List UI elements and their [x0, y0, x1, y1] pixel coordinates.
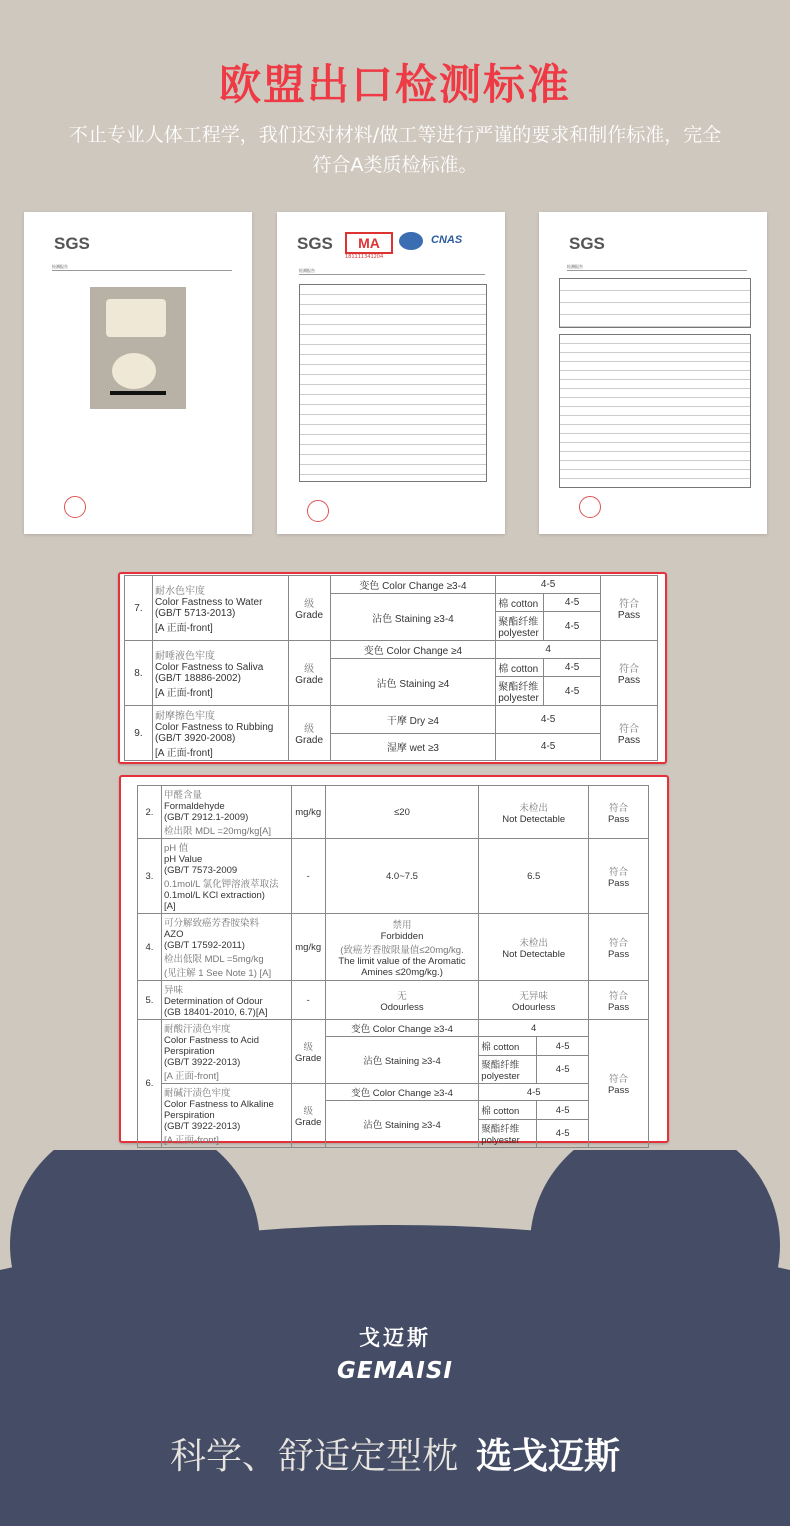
cell-text: Pass: [607, 877, 630, 889]
cell-text: Pass: [607, 813, 630, 825]
report-thumbnail-3: [539, 212, 767, 534]
report-label: 检测报告: [52, 264, 232, 271]
table-cell: [161, 914, 291, 981]
table-cell: 变色 Color Change ≥3-4: [330, 576, 496, 594]
cell-text: (GB/T 3922-2013): [163, 1057, 241, 1068]
cell-text: 耐唾液色牢度: [154, 651, 215, 662]
cell-text: (GB/T 7573-2009: [163, 865, 238, 876]
chemical-test-table: [119, 775, 669, 1146]
cell-text: 级: [304, 724, 315, 735]
table-cell: 4-5: [537, 1056, 589, 1084]
cell-text: [A 正面-front]: [163, 1071, 219, 1082]
cell-text: 符合: [609, 990, 629, 1002]
cell-text: 级: [304, 664, 315, 675]
table-cell: 3.: [138, 839, 162, 914]
cell-text: (GB/T 5713-2013): [154, 608, 236, 619]
table-cell: 4-5: [544, 594, 601, 612]
table-cell: [161, 1020, 291, 1084]
cell-text: 无异味: [519, 990, 548, 1002]
table-cell: 聚酯纤维 polyester: [479, 1056, 537, 1084]
cell-text: The limit value of the Aromatic: [338, 955, 466, 967]
cell-text: (致癌芳香胺限量值≤20mg/kg.: [340, 944, 464, 956]
cell-text: (GB/T 18886-2002): [154, 673, 241, 684]
table-cell: 8.: [125, 641, 153, 706]
table-cell: 9.: [125, 706, 153, 761]
sgs-logo: SGS: [54, 234, 90, 253]
table-cell: 棉 cotton: [496, 659, 544, 677]
cell-text: Pass: [607, 948, 630, 960]
cell-text: pH Value: [163, 854, 203, 865]
table-cell: [288, 576, 330, 641]
table-cell: 4: [479, 1020, 589, 1037]
cell-text: Not Detectable: [502, 948, 566, 960]
cell-text: Pass: [607, 1001, 630, 1013]
report-thumbnail-2: [277, 212, 505, 534]
cell-text: Pass: [617, 675, 641, 686]
ma-number: 181111341204: [345, 254, 384, 260]
table-cell: 2.: [138, 786, 162, 839]
cell-text: 异味: [163, 985, 183, 996]
table-cell: 沾色 Staining ≥4: [330, 659, 496, 706]
cell-text: 符合: [609, 1074, 629, 1085]
brand-name-zh: 戈迈斯: [359, 1326, 431, 1350]
table-cell: [479, 914, 589, 981]
brand-name-en: GEMAISI: [337, 1358, 453, 1384]
cell-text: Color Fastness to Acid: [163, 1035, 259, 1046]
cell-text: 符合: [619, 599, 640, 610]
slogan: 科学、舒适定型枕 选戈迈斯: [169, 1436, 621, 1477]
table-cell: 变色 Color Change ≥4: [330, 641, 496, 659]
cell-text: Forbidden: [380, 930, 424, 942]
cell-text: Color Fastness to Rubbing: [154, 722, 274, 733]
cell-text: Perspiration: [163, 1046, 215, 1057]
cell-text: (GB/T 2912.1-2009): [163, 812, 249, 823]
cell-text: Perspiration: [163, 1110, 215, 1121]
cell-text: Pass: [607, 1085, 630, 1096]
table-cell: 4.: [138, 914, 162, 981]
cell-text: Pass: [617, 735, 641, 746]
cell-text: 耐摩擦色牢度: [154, 711, 215, 722]
table-cell: 4-5: [537, 1120, 589, 1148]
table-cell: 4: [496, 641, 601, 659]
table-cell: 6.: [138, 1020, 162, 1148]
table-cell: 干摩 Dry ≥4: [330, 706, 496, 734]
table-cell: 棉 cotton: [479, 1037, 537, 1056]
cell-text: Color Fastness to Alkaline: [163, 1099, 274, 1110]
cell-text: [A]: [163, 901, 176, 912]
results-table-a: [559, 278, 751, 328]
cell-text: 0.1mol/L KCl extraction): [163, 890, 265, 901]
cell-text: 0.1mol/L 氯化钾溶液萃取法: [163, 879, 279, 890]
table-cell: [589, 981, 649, 1020]
cell-text: Grade: [294, 1053, 322, 1064]
cell-text: 禁用: [392, 919, 412, 931]
table-cell: [601, 576, 658, 641]
table-cell: [479, 981, 589, 1020]
cell-text: Pass: [617, 610, 641, 621]
table-cell: [288, 706, 330, 761]
table-cell: 变色 Color Change ≥3-4: [325, 1020, 479, 1037]
table-cell: [589, 914, 649, 981]
table-cell: 4-5: [496, 706, 601, 734]
cell-text: Grade: [295, 735, 324, 746]
cell-text: 符合: [609, 802, 629, 814]
table-cell: 聚酯纤维 polyester: [479, 1120, 537, 1148]
info-table: [299, 284, 487, 482]
table-cell: [589, 1020, 649, 1148]
table-cell: 棉 cotton: [479, 1101, 537, 1120]
cell-text: Determination of Odour: [163, 996, 263, 1007]
cell-text: MA: [358, 235, 380, 251]
table-cell: 4.0~7.5: [325, 839, 479, 914]
table-cell: [288, 641, 330, 706]
cell-text: Grade: [295, 610, 324, 621]
table-cell: [325, 981, 479, 1020]
cell-text: 符合: [619, 724, 640, 735]
cell-text: 耐碱汗渍色牢度: [163, 1088, 231, 1099]
page-subtitle: 不止专业人体工程学，我们还对材料/做工等进行严谨的要求和制作标准，完全符合A类质检标准。: [68, 124, 722, 176]
cell-text: Color Fastness to Water: [154, 597, 263, 608]
cell-text: 级: [304, 599, 315, 610]
table-cell: mg/kg: [291, 914, 325, 981]
table-cell: 4-5: [537, 1037, 589, 1056]
cell-text: 级: [303, 1042, 313, 1053]
table-cell: 沾色 Staining ≥3-4: [325, 1037, 479, 1084]
seal-stamp: [64, 496, 86, 518]
table-cell: mg/kg: [291, 786, 325, 839]
cell-text: (GB/T 17592-2011): [163, 940, 245, 951]
cell-text: (GB 18401-2010, 6.7)[A]: [163, 1007, 268, 1018]
table-cell: 沾色 Staining ≥3-4: [330, 594, 496, 641]
sgs-logo: SGS: [297, 234, 333, 253]
color-fastness-table: [118, 572, 667, 764]
cell-text: (GB/T 3922-2013): [163, 1121, 241, 1132]
cell-text: 耐酸汗渍色牢度: [163, 1024, 231, 1035]
table-cell: [152, 706, 288, 761]
table-cell: 聚酯纤维 polyester: [496, 612, 544, 641]
cell-text: [A 正面-front]: [154, 623, 213, 634]
table-cell: 湿摩 wet ≥3: [330, 733, 496, 761]
seal-stamp: [307, 500, 329, 522]
cell-text: 符合: [619, 664, 640, 675]
report-label: 检测报告: [299, 268, 485, 275]
table-cell: [601, 706, 658, 761]
cell-text: 科学、舒适定型枕: [169, 1436, 458, 1477]
table-cell: -: [291, 981, 325, 1020]
cell-text: 耐水色牢度: [154, 586, 205, 597]
table-cell: [161, 1084, 291, 1148]
cell-text: 未检出: [519, 937, 548, 949]
table-cell: [291, 1084, 325, 1148]
table-cell: [479, 786, 589, 839]
table-cell: 变色 Color Change ≥3-4: [325, 1084, 479, 1101]
cell-text: Formaldehyde: [163, 801, 225, 812]
cell-text: 无: [397, 990, 407, 1002]
sample-photo: [90, 287, 186, 409]
table-cell: 4-5: [544, 659, 601, 677]
cell-text: 未检出: [519, 802, 548, 814]
table-cell: 4-5: [496, 576, 601, 594]
cell-text: Not Detectable: [502, 813, 566, 825]
report-thumbnail-1: [24, 212, 252, 534]
cell-text: 符合: [609, 866, 629, 878]
table-cell: [161, 786, 291, 839]
table-cell: [325, 914, 479, 981]
table-cell: 棉 cotton: [496, 594, 544, 612]
table-cell: [161, 839, 291, 914]
table-cell: [161, 981, 291, 1020]
cell-text: Odourless: [512, 1001, 556, 1013]
cnas-badge: CNAS: [431, 234, 463, 246]
cell-text: Amines ≤20mg/kg.): [361, 966, 443, 978]
table-cell: 4-5: [496, 733, 601, 761]
cell-text: Grade: [295, 675, 324, 686]
table-cell: 6.5: [479, 839, 589, 914]
cell-text: [A 正面-front]: [154, 688, 213, 699]
cell-text: 甲醛含量: [163, 790, 202, 801]
results-table-b: [559, 334, 751, 488]
cell-text: (GB/T 3920-2008): [154, 733, 236, 744]
table-cell: [589, 839, 649, 914]
sgs-logo: SGS: [569, 234, 605, 253]
cell-text: 检出低限 MDL =5mg/kg: [163, 954, 264, 965]
cell-text: 检出限 MDL =20mg/kg[A]: [163, 826, 272, 837]
table-cell: ≤20: [325, 786, 479, 839]
cell-text: [A 正面-front]: [154, 748, 213, 759]
ma-badge: [345, 232, 393, 254]
seal-stamp: [579, 496, 601, 518]
cell-text: Grade: [294, 1117, 322, 1128]
cell-text: Color Fastness to Saliva: [154, 662, 264, 673]
table-cell: 聚酯纤维 polyester: [496, 677, 544, 706]
table-cell: -: [291, 839, 325, 914]
table-cell: 4-5: [544, 677, 601, 706]
page-title: 欧盟出口检测标准: [218, 60, 571, 109]
cell-text: (见注解 1 See Note 1) [A]: [163, 968, 272, 979]
table-cell: 4-5: [479, 1084, 589, 1101]
table-cell: 5.: [138, 981, 162, 1020]
table-cell: [601, 641, 658, 706]
table-cell: 4-5: [544, 612, 601, 641]
cell-text: [A 正面-front]: [163, 1135, 219, 1146]
table-cell: 4-5: [537, 1101, 589, 1120]
table-cell: 7.: [125, 576, 153, 641]
cell-text: 符合: [609, 937, 629, 949]
table-cell: [152, 576, 288, 641]
cell-text: Odourless: [380, 1001, 424, 1013]
cell-text: pH 值: [163, 843, 189, 854]
cell-text: 级: [303, 1106, 313, 1117]
table-cell: [152, 641, 288, 706]
report-label: 检测报告: [567, 264, 747, 271]
table-cell: [589, 786, 649, 839]
ilac-icon: [399, 232, 423, 250]
cell-text: 可分解致癌芳香胺染料: [163, 918, 259, 929]
cell-text: AZO: [163, 929, 184, 940]
table-cell: [291, 1020, 325, 1084]
table-cell: 沾色 Staining ≥3-4: [325, 1101, 479, 1148]
